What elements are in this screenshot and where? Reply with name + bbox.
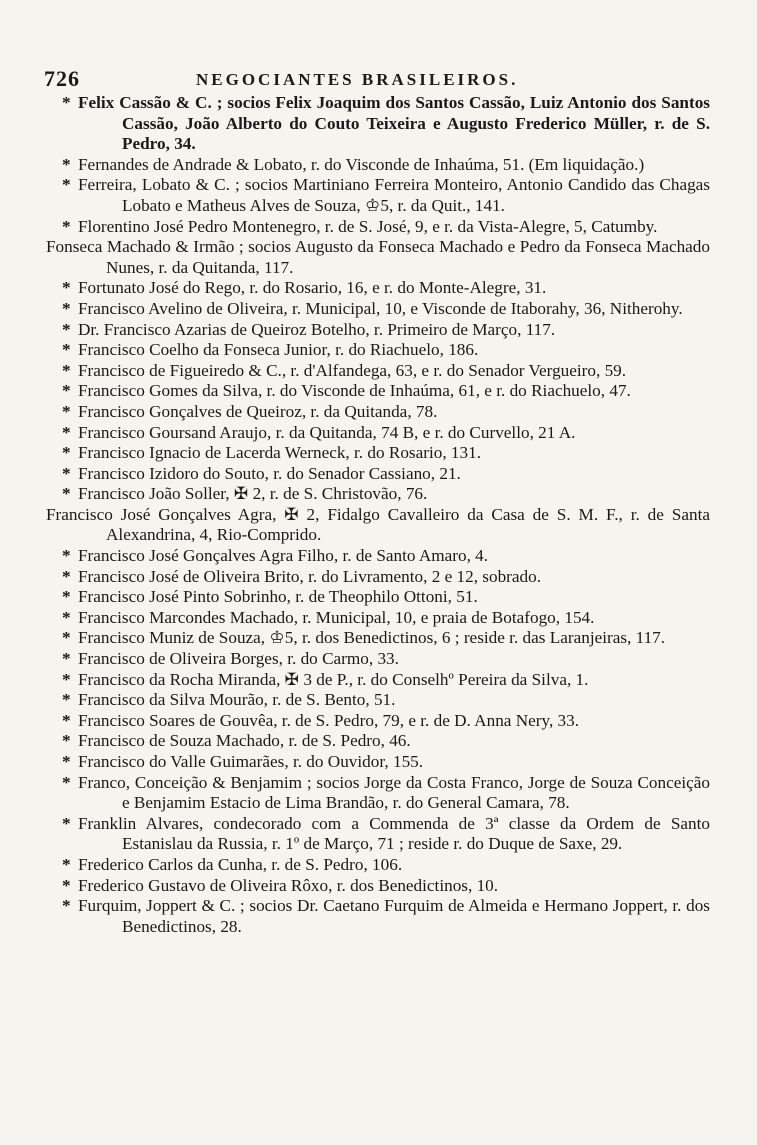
entry-text: Frederico Carlos da Cunha, r. de S. Pedro, 106. (78, 854, 403, 874)
entry-asterisk-marker: * (62, 772, 71, 792)
entry-asterisk-marker: * (62, 484, 71, 504)
directory-entry (46, 773, 710, 814)
entry-asterisk-marker: * (62, 566, 71, 586)
entry-text: Francisco de Souza Machado, r. de S. Pedro, 46. (78, 731, 411, 751)
entry-asterisk-marker: * (62, 813, 71, 833)
entry-asterisk-marker: * (62, 710, 71, 730)
entry-asterisk-marker: * (62, 854, 71, 874)
entry-asterisk-marker: * (62, 649, 71, 669)
entry-asterisk-marker: * (62, 216, 71, 236)
entry-text: Frederico Gustavo de Oliveira Rôxo, r. dos Benedictinos, 10. (78, 875, 499, 895)
entry-asterisk-marker: * (62, 381, 71, 401)
directory-entry (46, 628, 710, 649)
entry-text: Furquim, Joppert & C. ; socios Dr. Caetano Furquim de Almeida e Hermano Joppert, r. dos Benedictinos, 28. (78, 896, 710, 936)
entry-text: Fortunato José do Rego, r. do Rosario, 16, e r. do Monte-Alegre, 31. (78, 278, 547, 298)
directory-entry (46, 381, 710, 402)
entry-asterisk-marker: * (62, 669, 71, 689)
entry-text: Francisco Ignacio de Lacerda Werneck, r. do Rosario, 131. (78, 443, 482, 463)
directory-entry (46, 896, 710, 937)
entry-text: Francisco José Pinto Sobrinho, r. de Theophilo Ottoni, 51. (78, 587, 478, 607)
entry-text: Francisco de Oliveira Borges, r. do Carmo, 33. (78, 649, 399, 669)
entry-asterisk-marker: * (62, 401, 71, 421)
entry-asterisk-marker: * (62, 422, 71, 442)
entry-text: Ferreira, Lobato & C. ; socios Martiniano Ferreira Monteiro, Antonio Candido das Chagas Lobato e Matheus Alves de Souza, ♔5, r. da Quit., 141. (78, 175, 710, 215)
entry-asterisk-marker: * (62, 93, 71, 112)
directory-entry (46, 546, 710, 567)
entry-asterisk-marker: * (62, 278, 71, 298)
entry-text: Francisco José Gonçalves Agra Filho, r. de Santo Amaro, 4. (78, 546, 489, 566)
entry-text: Florentino José Pedro Montenegro, r. de S. José, 9, e r. da Vista-Alegre, 5, Catumby. (78, 216, 658, 236)
entry-text: Fernandes de Andrade & Lobato, r. do Visconde de Inhaúma, 51. (Em liquidação.) (78, 154, 645, 174)
entry-text: Francisco João Soller, ✠ 2, r. de S. Christovão, 76. (78, 484, 428, 504)
entry-text: Felix Cassão & C. ; socios Felix Joaquim dos Santos Cassão, Luiz Antonio dos Santos Cassão, João Alberto do Couto Teixeira e Augusto Frederico Müller, r. de S. Pedro, 34. (78, 93, 710, 154)
directory-entry (46, 505, 710, 546)
directory-entry (46, 567, 710, 588)
entry-asterisk-marker: * (62, 154, 71, 174)
directory-entry (46, 690, 710, 711)
directory-entry (46, 361, 710, 382)
directory-entry (46, 237, 710, 278)
directory-entry (46, 670, 710, 691)
entry-text: Francisco Avelino de Oliveira, r. Municipal, 10, e Visconde de Itaborahy, 36, Nitherohy. (78, 298, 683, 318)
entry-asterisk-marker: * (62, 298, 71, 318)
entry-asterisk-marker: * (62, 752, 71, 771)
directory-entry (46, 752, 710, 773)
entry-text: Dr. Francisco Azarias de Queiroz Botelho, r. Primeiro de Março, 117. (78, 319, 556, 339)
entry-text: Francisco Gomes da Silva, r. do Visconde de Inhaúma, 61, e r. do Riachuelo, 47. (78, 381, 631, 401)
entry-text: Francisco Izidoro do Souto, r. do Senador Cassiano, 21. (78, 463, 461, 483)
entry-asterisk-marker: * (62, 319, 71, 339)
directory-entry (46, 711, 710, 732)
directory-entry (46, 731, 710, 752)
directory-entry (46, 443, 710, 464)
directory-entry (46, 278, 710, 299)
entry-text: Francisco Gonçalves de Queiroz, r. da Quitanda, 78. (78, 401, 438, 421)
page-header (44, 66, 724, 92)
directory-entry (46, 649, 710, 670)
directory-entry (46, 217, 710, 238)
entry-asterisk-marker: * (62, 607, 71, 627)
directory-entry (46, 876, 710, 897)
entry-text: Francisco de Figueiredo & C., r. d'Alfandega, 63, e r. do Senador Vergueiro, 59. (78, 360, 627, 380)
entry-asterisk-marker: * (62, 443, 71, 463)
directory-entry (46, 320, 710, 341)
entry-text: Francisco Coelho da Fonseca Junior, r. do Riachuelo, 186. (78, 340, 479, 360)
directory-entry (46, 587, 710, 608)
entry-text: Francisco Muniz de Souza, ♔5, r. dos Benedictinos, 6 ; reside r. das Laranjeiras, 117. (78, 628, 666, 648)
entry-asterisk-marker: * (62, 628, 71, 648)
entry-asterisk-marker: * (62, 875, 71, 895)
directory-entry (46, 93, 710, 155)
entry-asterisk-marker: * (62, 175, 71, 195)
entry-text: Franklin Alvares, condecorado com a Commenda de 3ª classe da Ordem de Santo Estanislau da Russia, r. 1º de Março, 71 ; reside r. do Duque de Saxe, 29. (78, 813, 710, 854)
directory-entry (46, 464, 710, 485)
entry-asterisk-marker: * (62, 546, 71, 566)
directory-entry (46, 423, 710, 444)
entry-text: Francisco Goursand Araujo, r. da Quitanda, 74 B, e r. do Curvello, 21 A. (78, 422, 576, 442)
directory-entry (46, 608, 710, 629)
entry-asterisk-marker: * (62, 896, 71, 916)
directory-entry (46, 175, 710, 216)
entry-text: Fonseca Machado & Irmão ; socios Augusto da Fonseca Machado e Pedro da Fonseca Machado Nunes, r. da Quitanda, 117. (46, 237, 710, 277)
entry-text: Francisco da Rocha Miranda, ✠ 3 de P., r. do Conselhº Pereira da Silva, 1. (78, 669, 589, 689)
page-title: NEGOCIANTES BRASILEIROS. (196, 70, 519, 89)
entry-text: Franco, Conceição & Benjamim ; socios Jorge da Costa Franco, Jorge de Souza Conceição e Benjamim Estacio de Lima Brandão, r. do General Camara, 78. (78, 772, 710, 813)
entry-text: Francisco do Valle Guimarães, r. do Ouvidor, 155. (78, 752, 424, 771)
entry-asterisk-marker: * (62, 690, 71, 710)
directory-entry (46, 855, 710, 876)
entry-text: Francisco José de Oliveira Brito, r. do Livramento, 2 e 12, sobrado. (78, 566, 542, 586)
directory-entry (46, 340, 710, 361)
entry-text: Francisco Marcondes Machado, r. Municipal, 10, e praia de Botafogo, 154. (78, 607, 595, 627)
directory-entries (46, 93, 710, 937)
directory-entry (46, 814, 710, 855)
entry-text: Francisco da Silva Mourão, r. de S. Bento, 51. (78, 690, 396, 710)
entry-text: Francisco Soares de Gouvêa, r. de S. Pedro, 79, e r. de D. Anna Nery, 33. (78, 710, 580, 730)
directory-entry (46, 155, 710, 176)
directory-entry (46, 299, 710, 320)
entry-text: Francisco José Gonçalves Agra, ✠ 2, Fidalgo Cavalleiro da Casa de S. M. F., r. de Santa Alexandrina, 4, Rio-Comprido. (46, 504, 710, 545)
entry-asterisk-marker: * (62, 463, 71, 483)
directory-entry (46, 484, 710, 505)
entry-asterisk-marker: * (62, 731, 71, 751)
entry-asterisk-marker: * (62, 587, 71, 607)
entry-asterisk-marker: * (62, 340, 71, 360)
page-number: 726 (44, 66, 80, 91)
directory-entry (46, 402, 710, 423)
entry-asterisk-marker: * (62, 360, 71, 380)
